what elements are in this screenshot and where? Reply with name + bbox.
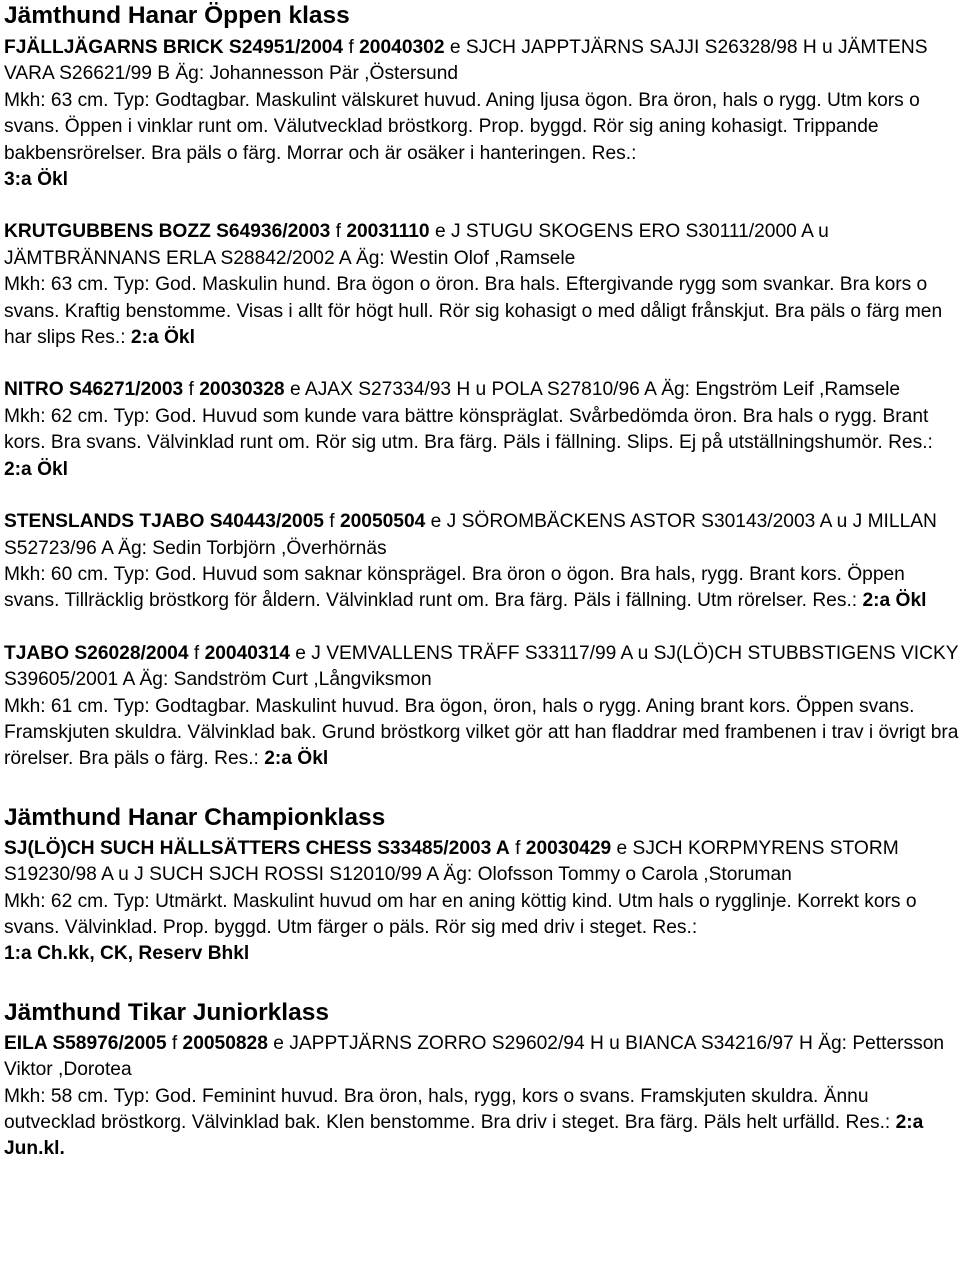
born-label: f [188,379,194,401]
pedigree-owner: e JAPPTJÄRNS ZORRO S29602/94 H u BIANCA S34216/97 H Äg: Pettersson Viktor ,Dorotea [4,1032,945,1081]
dog-name: SJ(LÖ)CH SUCH HÄLLSÄTTERS CHESS S33485/2003 A [4,837,510,859]
born-label: f [335,221,341,243]
dog-entry [4,836,960,968]
critique-text: Mkh: 62 cm. Typ: Utmärkt. Maskulint huvud om har en aning köttig kind. Utm hals o rygglinje. Korrekt kors o svans. Välvinklad. Prop. byggd. Utm färger o päls. Rör sig med driv i steget. Res.: [4,890,917,938]
birth-date: 20040314 [204,642,290,664]
critique-text: Mkh: 60 cm. Typ: God. Huvud som saknar könsprägel. Bra öron o ögon. Bra hals, rygg. Brant kors. Öppen svans. Tillräcklig bröstkorg för åldern. Välvinklad runt om. Bra färg. Päls i fällning. Utm rörelser. Res.: [4,563,905,612]
born-label: f [193,642,200,664]
section-heading: Jämthund Tikar Juniorklass [4,998,329,1026]
birth-date: 20050504 [339,511,426,533]
result-grade: 2:a Ökl [4,458,68,480]
result-grade: 2:a Ökl [862,590,927,612]
dog-name: KRUTGUBBENS BOZZ S64936/2003 [4,221,331,243]
born-label: f [348,37,354,58]
result-grade: 3:a Ökl [4,169,68,191]
document-page [0,1,960,1163]
dog-entry [4,641,960,773]
section-hanar-oppen [4,1,960,773]
pedigree-owner: e J VEMVALLENS TRÄFF S33117/99 A u SJ(LÖ)CH STUBBSTIGENS VICKY S39605/2001 A Äg: Sandström Curt ,Långviksmon [4,642,959,691]
birth-date: 20030429 [525,837,612,859]
born-label: f [171,1032,178,1054]
critique-text: Mkh: 58 cm. Typ: God. Feminint huvud. Bra öron, hals, rygg, kors o svans. Framskjuten skuldra. Ännu outvecklad bröstkorg. Välvinklad bak. Klen benstomme. Bra driv i steget. Bra färg. Päls helt urfälld. Res.: [4,1085,891,1133]
born-label: f [515,837,521,859]
result-grade: 2:a Jun.kl. [4,1112,924,1160]
dog-name: NITRO S46271/2003 [4,379,184,401]
pedigree-owner: e SJCH JAPPTJÄRNS SAJJI S26328/98 H u JÄMTENS VARA S26621/99 B Äg: Johannesson Pär ,Östersund [4,37,928,85]
born-label: f [329,511,335,533]
result-grade: 2:a Ökl [264,748,329,770]
dog-entry [4,1031,960,1163]
section-heading: Jämthund Hanar Öppen klass [4,2,350,29]
result-grade: 1:a Ch.kk, CK, Reserv Bhkl [4,943,250,965]
result-grade: 2:a Ökl [130,327,195,349]
section-hanar-champion [4,803,960,968]
critique-text: Mkh: 63 cm. Typ: Godtagbar. Maskulint välskuret huvud. Aning ljusa ögon. Bra öron, hals o rygg. Utm kors o svans. Öppen i vinklar runt om. Välutvecklad bröstkorg. Prop. byggd. Rör sig aning kohasigt. Trippande bakbensrörelser. Bra päls o färg. Morrar och är osäker i hanteringen. Res.: [4,89,920,164]
critique-text: Mkh: 61 cm. Typ: Godtagbar. Maskulint huvud. Bra ögon, öron, hals o rygg. Aning brant kors. Öppen svans. Framskjuten skuldra. Välvinklad bak. Grund bröstkorg vilket gör att han fladdrar med frambenen i trav i övrigt bra rörelser. Bra päls o färg. Res.: [4,695,959,770]
pedigree-owner: e J SÖROMBÄCKENS ASTOR S30143/2003 A u J MILLAN S52723/96 A Äg: Sedin Torbjörn ,Överhörnäs [4,511,937,559]
dog-name: EILA S58976/2005 [4,1032,167,1054]
dog-entry [4,35,960,193]
dog-entry [4,377,960,483]
critique-text: Mkh: 62 cm. Typ: God. Huvud som kunde vara bättre könspräglat. Svårbedömda öron. Bra hals o rygg. Brant kors. Bra svans. Välvinklad runt om. Rör sig utm. Bra färg. Päls i fällning. Slips. Ej på utställningshumör. Res.: [4,405,933,454]
critique-text: Mkh: 63 cm. Typ: God. Maskulin hund. Bra ögon o öron. Bra hals. Eftergivande rygg som svankar. Bra kors o svans. Kraftig benstomme. Visas i allt för högt hull. Rör sig kohasigt o med dåligt frånskjut. Bra päls o färg men har slips Res.: [4,274,943,349]
birth-date: 20040302 [359,37,445,58]
section-tikar-junior [4,998,960,1163]
dog-entry [4,219,960,351]
pedigree-owner: e AJAX S27334/93 H u POLA S27810/96 A Äg: Engström Leif ,Ramsele [289,379,901,401]
dog-name: FJÄLLJÄGARNS BRICK S24951/2004 [4,37,344,58]
pedigree-owner: e SJCH KORPMYRENS STORM S19230/98 A u J SUCH SJCH ROSSI S12010/99 A Äg: Olofsson Tommy o Carola ,Storuman [4,837,899,886]
birth-date: 20031110 [346,221,430,243]
dog-name: TJABO S26028/2004 [4,642,189,664]
section-heading: Jämthund Hanar Championklass [4,803,386,831]
dog-name: STENSLANDS TJABO S40443/2005 [4,511,324,533]
birth-date: 20050828 [182,1032,268,1054]
dog-entry [4,509,960,615]
pedigree-owner: e J STUGU SKOGENS ERO S30111/2000 A u JÄMTBRÄNNANS ERLA S28842/2002 A Äg: Westin Olof ,Ramsele [4,221,829,269]
birth-date: 20030328 [199,379,285,401]
